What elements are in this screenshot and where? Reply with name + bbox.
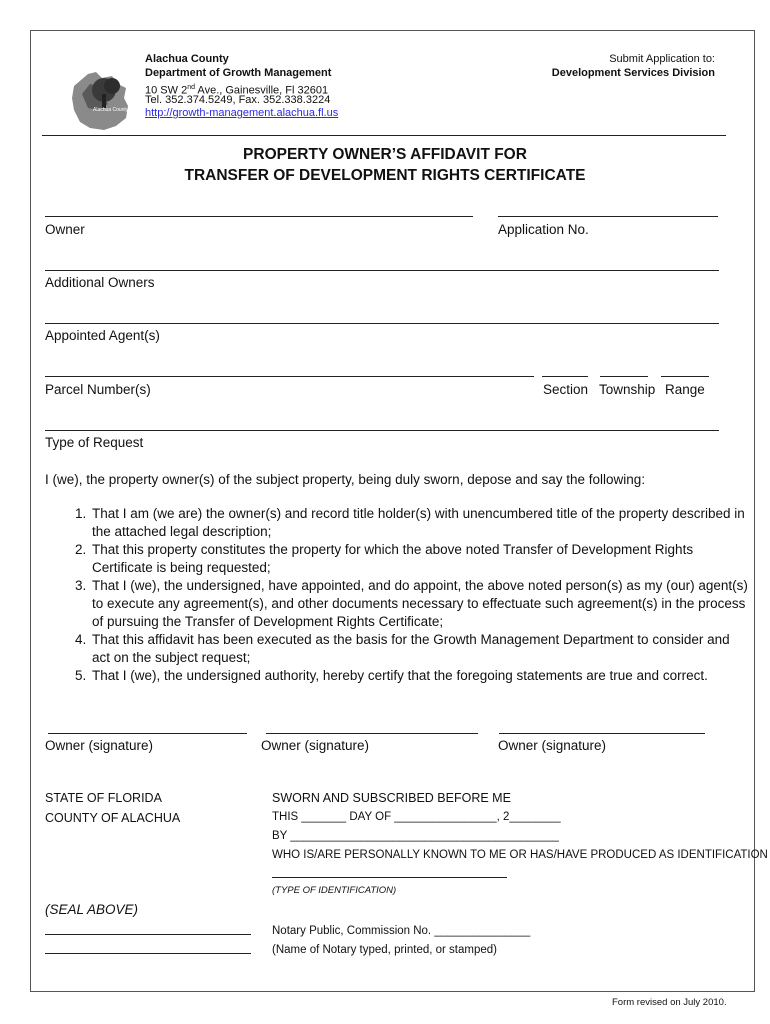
affidavit-item: 4. That this affidavit has been executed as the basis for the Growth Management Department to consider and act on the subject request; xyxy=(90,631,750,667)
identification-statement: WHO IS/ARE PERSONALLY KNOWN TO ME OR HAS/HAVE PRODUCED AS IDENTIFICATION xyxy=(272,849,768,861)
by-line[interactable]: BY __________________________________________ xyxy=(272,830,559,842)
type-of-request-label: Type of Request xyxy=(45,435,144,450)
owner-label: Owner xyxy=(45,222,85,237)
section-line[interactable] xyxy=(542,376,588,377)
range-line[interactable] xyxy=(661,376,709,377)
section-label: Section xyxy=(543,382,589,397)
department-name: Department of Growth Management xyxy=(145,67,332,79)
additional-owners-label: Additional Owners xyxy=(45,275,155,290)
affidavit-item: 2. That this property constitutes the property for which the above noted Transfer of Development Rights Certificate is being requested; xyxy=(90,541,750,577)
owner-signature-label-1: Owner (signature) xyxy=(45,738,154,753)
notary-signature-line[interactable] xyxy=(45,934,251,935)
parcel-number-line[interactable] xyxy=(45,376,534,377)
seal-label: (SEAL ABOVE) xyxy=(45,902,139,917)
owner-signature-line-2[interactable] xyxy=(266,733,478,734)
owner-signature-line-3[interactable] xyxy=(499,733,705,734)
header-divider xyxy=(42,135,726,136)
additional-owners-line[interactable] xyxy=(45,270,719,271)
owner-line[interactable] xyxy=(45,216,473,217)
form-title-line1: PROPERTY OWNER’S AFFIDAVIT FOR xyxy=(243,146,527,163)
county-label: COUNTY OF ALACHUA xyxy=(45,811,181,825)
owner-signature-label-3: Owner (signature) xyxy=(498,738,607,753)
affidavit-item: 1. That I am (we are) the owner(s) and record title holder(s) with unencumbered title of the property described in the attached legal description; xyxy=(90,505,750,541)
date-line[interactable]: THIS _______ DAY OF ________________, 2________ xyxy=(272,811,561,823)
county-name: Alachua County xyxy=(145,53,229,65)
parcel-number-label: Parcel Number(s) xyxy=(45,382,151,397)
township-line[interactable] xyxy=(600,376,648,377)
sworn-statement: I (we), the property owner(s) of the subject property, being duly sworn, depose and say the following: xyxy=(45,472,646,487)
identification-type-label: (TYPE OF IDENTIFICATION) xyxy=(272,885,397,896)
logo-text: Alachua County Florida xyxy=(93,107,145,113)
address: 10 SW 2nd Ave., Gainesville, Fl 32601 xyxy=(145,84,329,97)
affidavit-item: 3. That I (we), the undersigned, have appointed, and do appoint, the above noted person(s) as my (our) agent(s) to execute any agreement(s), and other documents necessary to effectuate such agreement(s) in the process of pursuing the Transfer of Development Rights Certificate; xyxy=(90,577,750,631)
notary-commission[interactable]: Notary Public, Commission No. _______________ xyxy=(272,925,531,937)
owner-signature-line-1[interactable] xyxy=(48,733,247,734)
notary-name-label: (Name of Notary typed, printed, or stamped) xyxy=(272,944,497,956)
application-no-label: Application No. xyxy=(498,222,589,237)
type-of-request-line[interactable] xyxy=(45,430,719,431)
submit-division: Development Services Division xyxy=(551,67,715,79)
sworn-subscribed-label: SWORN AND SUBSCRIBED BEFORE ME xyxy=(272,791,511,805)
state-label: STATE OF FLORIDA xyxy=(45,791,162,805)
phone-fax: Tel. 352.374.5249, Fax. 352.338.3224 xyxy=(145,94,331,106)
alachua-county-logo xyxy=(68,64,145,134)
submit-label: Submit Application to: xyxy=(609,53,715,65)
range-label: Range xyxy=(665,382,705,397)
notary-name-line[interactable] xyxy=(45,953,251,954)
owner-signature-label-2: Owner (signature) xyxy=(261,738,370,753)
township-label: Township xyxy=(599,382,656,397)
form-title-line2: TRANSFER OF DEVELOPMENT RIGHTS CERTIFICATE xyxy=(184,167,586,184)
website-link[interactable]: http://growth-management.alachua.fl.us xyxy=(145,107,339,119)
application-no-line[interactable] xyxy=(498,216,718,217)
appointed-agents-label: Appointed Agent(s) xyxy=(45,328,160,343)
identification-type-line[interactable] xyxy=(272,877,507,878)
affidavit-item: 5. That I (we), the undersigned authority, hereby certify that the foregoing statements are true and correct. xyxy=(90,667,750,685)
affidavit-items xyxy=(63,505,750,685)
appointed-agents-line[interactable] xyxy=(45,323,719,324)
form-revision-note: Form revised on July 2010. xyxy=(612,997,727,1008)
